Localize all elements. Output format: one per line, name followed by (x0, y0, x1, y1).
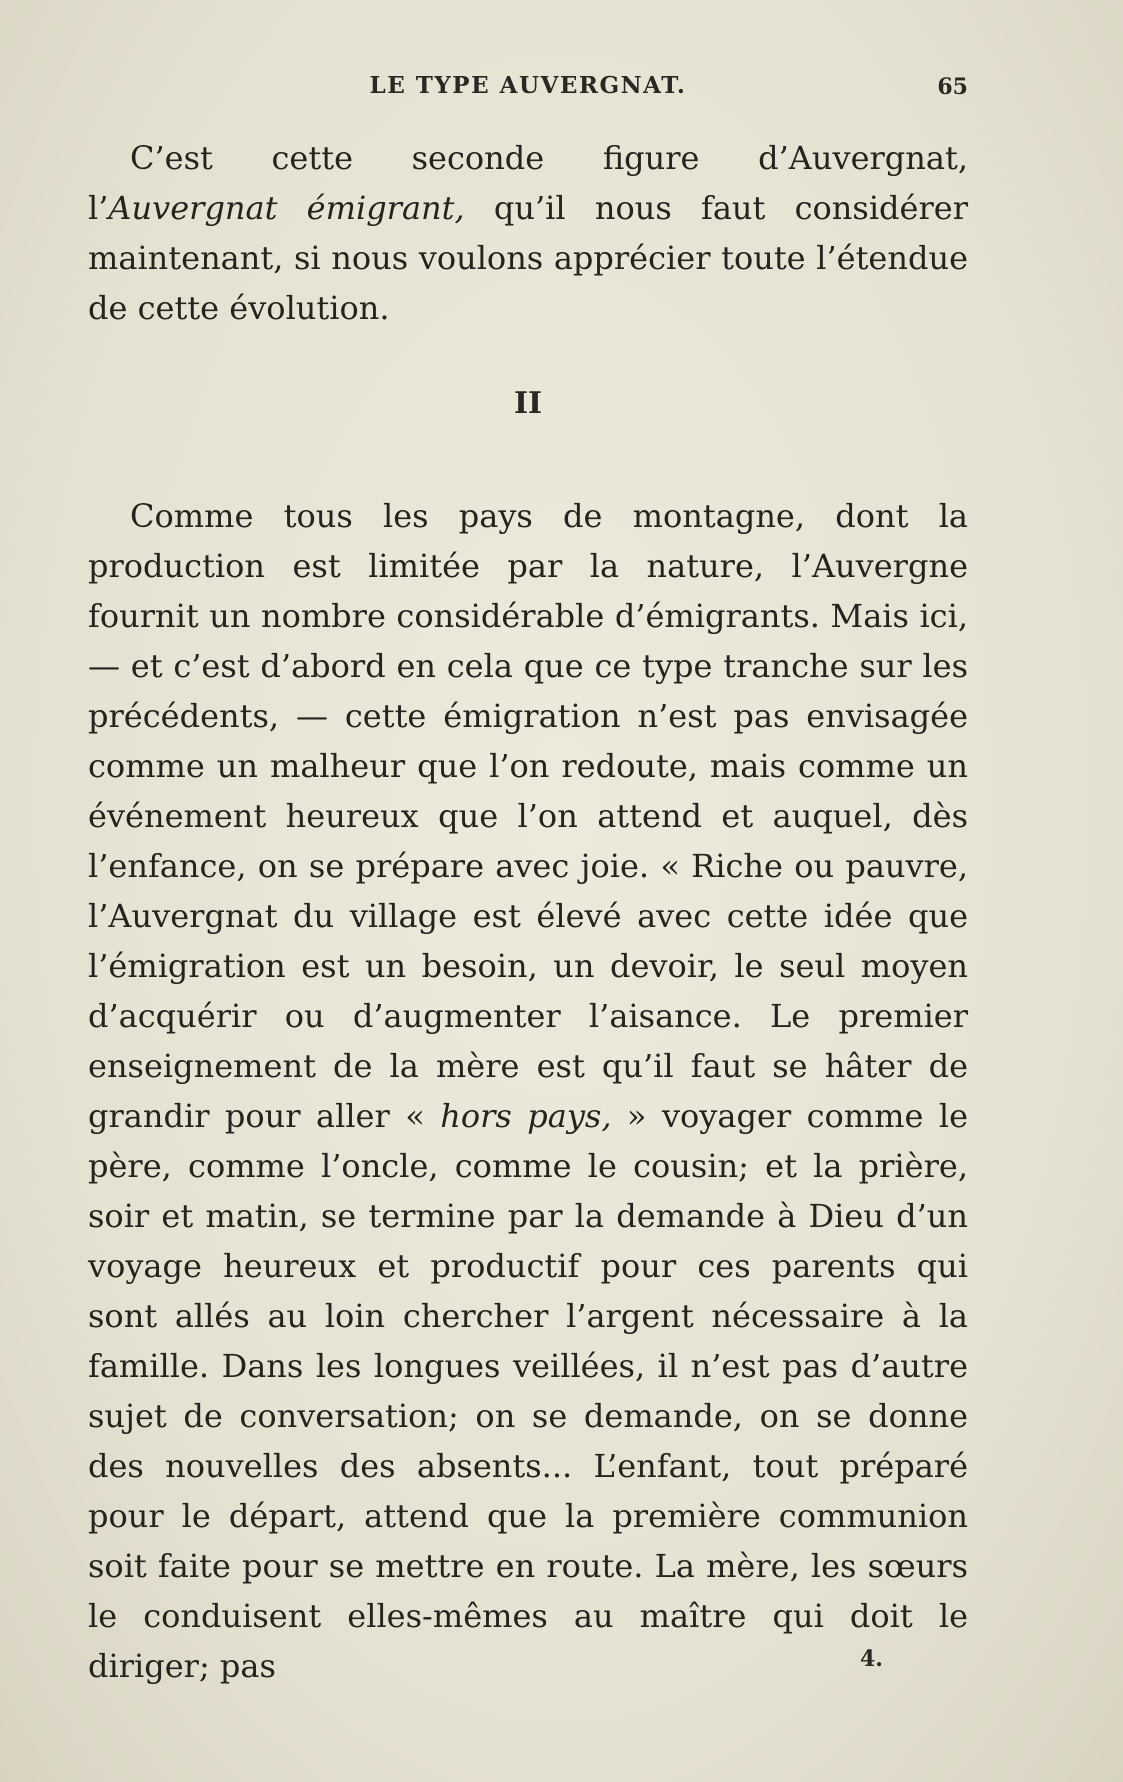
paragraph-intro-text-a: C’est cette seconde figure d’Auvergnat, l’ (88, 139, 968, 227)
signature-mark: 4. (860, 1646, 883, 1672)
paragraph-intro (88, 133, 968, 333)
page-number: 65 (937, 74, 968, 100)
paragraph-intro-text-b: qu’il nous faut considérer maintenant, si nous voulons apprécier toute l’étendue de cette évolution. (88, 189, 969, 327)
paragraph-main-italic: hors pays, (440, 1097, 612, 1135)
paragraph-main (88, 491, 968, 1691)
section-number: II (513, 386, 543, 421)
paragraph-intro-italic: Auvergnat émigrant, (108, 189, 465, 227)
running-title: LE TYPE AUVERGNAT. (369, 72, 687, 99)
paragraph-main-text-b: » voyager comme le père, comme l’oncle, comme le cousin; et la prière, soir et matin, se termine par la demande à Dieu d’un voyage heureux et productif pour ces parents qui sont allés au loin chercher l’argent nécessaire à la famille. Dans les longues veillées, il n’est pas d’autre sujet de conversation; on se demande, on se donne des nouvelles des absents... L’enfant, tout préparé pour le départ, attend que la première communion soit faite pour se mettre en route. La mère, les sœurs le conduisent elles-mêmes au maître qui doit le diriger; pas (88, 1097, 969, 1685)
running-head (88, 72, 968, 108)
paragraph-main-text-a: Comme tous les pays de montagne, dont la production est limitée par la nature, l’Auvergne fournit un nombre considérable d’émigrants. Mais ici, — et c’est d’abord en cela que ce type tranche sur les précédents, — cette émigration n’est pas envisagée comme un malheur que l’on redoute, mais comme un événement heureux que l’on attend et auquel, dès l’enfance, on se prépare avec joie. « Riche ou pauvre, l’Auvergnat du village est élevé avec cette idée que l’émigration est un besoin, un devoir, le seul moyen d’acquérir ou d’augmenter l’aisance. Le premier enseignement de la mère est qu’il faut se hâter de grandir pour aller « (88, 497, 968, 1135)
